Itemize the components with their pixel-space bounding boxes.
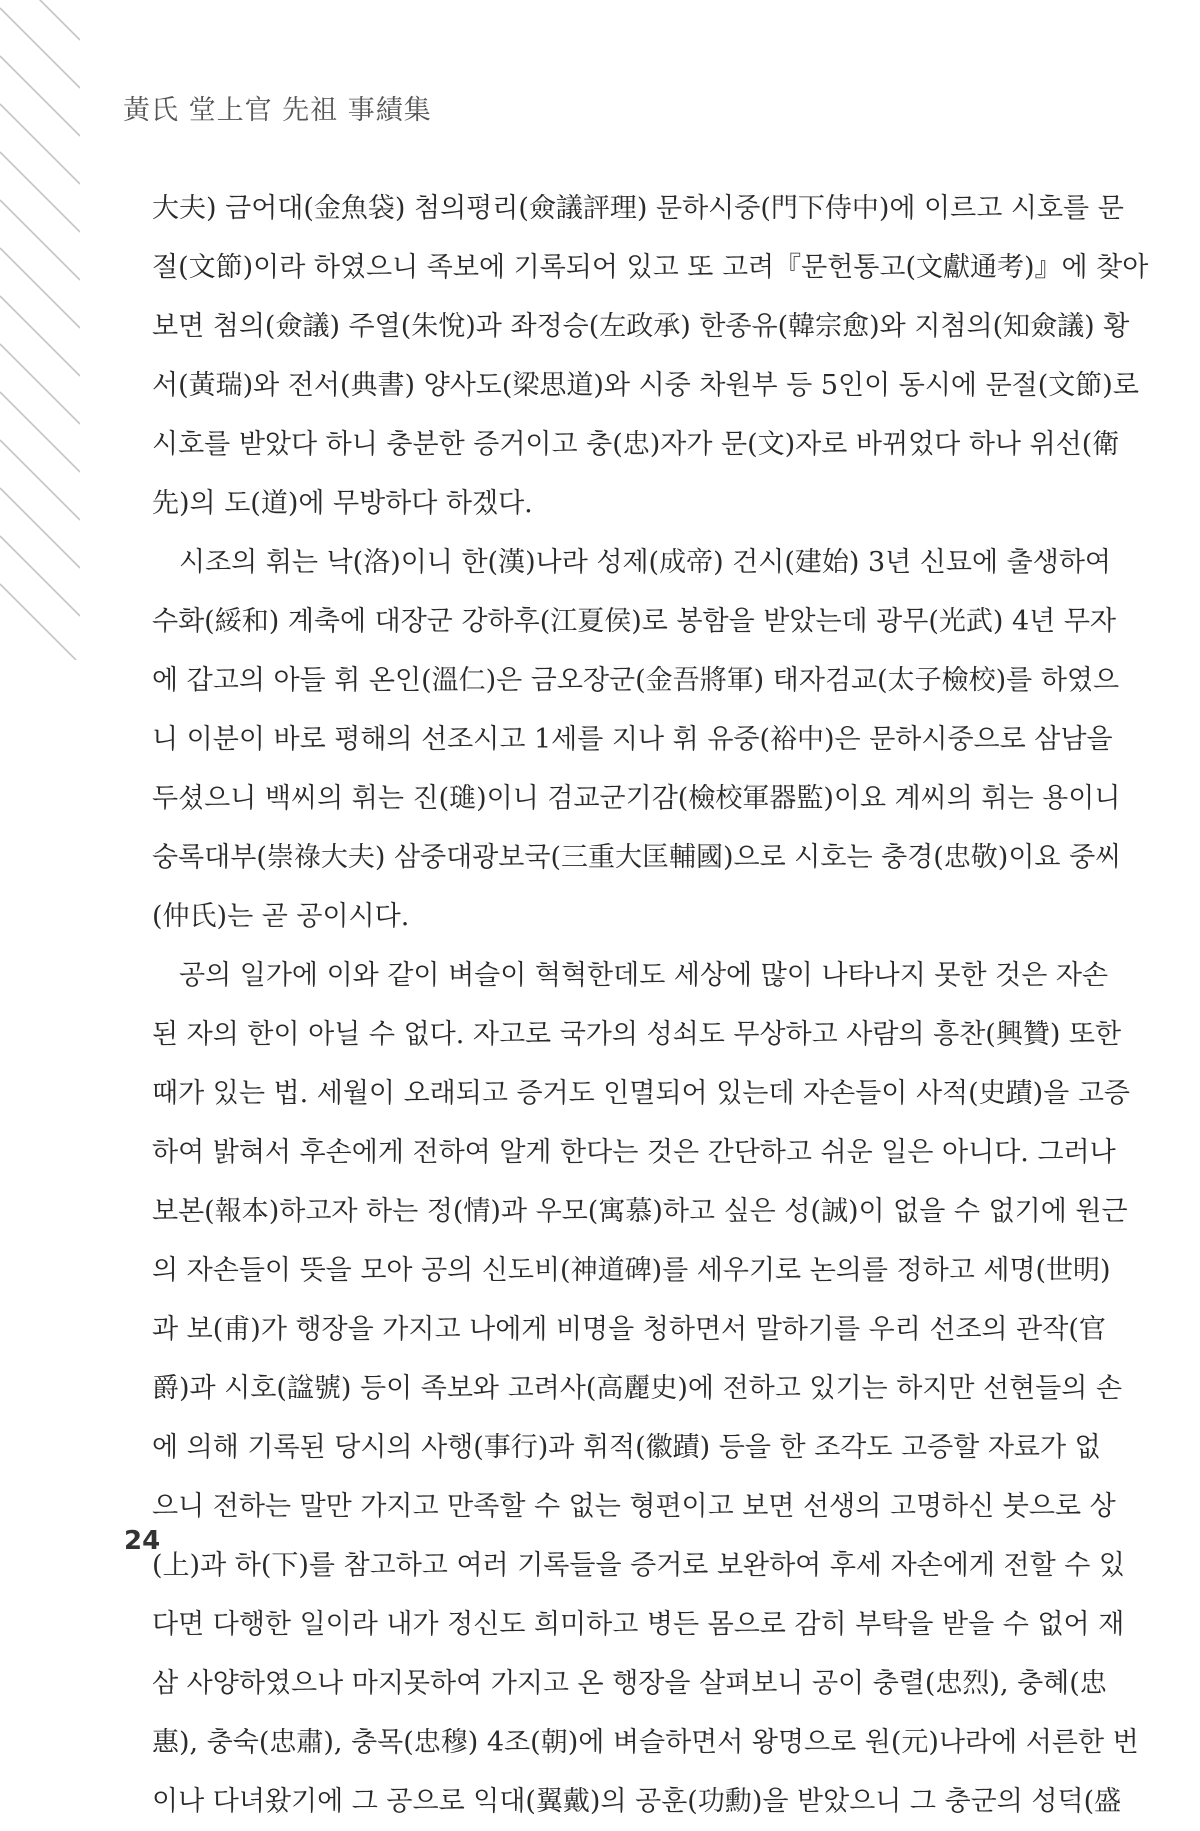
text-line: 된 자의 한이 아닐 수 없다. 자고로 국가의 성쇠도 무상하고 사람의 흥찬(興贊) 또한 (152, 1019, 1122, 1050)
decorative-stripe (0, 584, 80, 660)
text-line: 다면 다행한 일이라 내가 정신도 희미하고 병든 몸으로 감히 부탁을 받을 수 없어 재 (152, 1609, 1125, 1640)
text-line: 에 의해 기록된 당시의 사행(事行)과 휘적(徽蹟) 등을 한 조각도 고증할 자료가 없 (152, 1432, 1101, 1463)
text-line: 삼 사양하였으나 마지못하여 가지고 온 행장을 살펴보니 공이 충렬(忠烈), 충혜(忠 (152, 1668, 1107, 1699)
running-header-title: 黃氏 堂上官 先祖 事績集 (123, 95, 432, 126)
text-line: 하여 밝혀서 후손에게 전하여 알게 한다는 것은 간단하고 쉬운 일은 아니다. 그러나 (152, 1137, 1116, 1168)
decorative-stripe (0, 200, 80, 280)
body-text (152, 179, 1149, 1831)
text-line: 에 갑고의 아들 휘 온인(溫仁)은 금오장군(金吾將軍) 태자검교(太子檢校)를 하였으 (152, 665, 1120, 696)
decorative-stripe (0, 296, 80, 376)
decorative-stripe (0, 536, 80, 616)
decorative-stripe (0, 440, 80, 520)
text-line: 惠), 충숙(忠肅), 충목(忠穆) 4조(朝)에 벼슬하면서 왕명으로 원(元)나라에 서른한 번 (152, 1727, 1139, 1758)
decorative-stripe (0, 8, 80, 88)
text-line: 서(黃瑞)와 전서(典書) 양사도(梁思道)와 시중 차원부 등 5인이 동시에 문절(文節)로 (152, 370, 1139, 401)
text-line: 과 보(甫)가 행장을 가지고 나에게 비명을 청하면서 말하기를 우리 선조의 관작(官 (152, 1314, 1106, 1345)
text-line: 보면 첨의(僉議) 주열(朱悅)과 좌정승(左政承) 한종유(韓宗愈)와 지첨의(知僉議) 황 (152, 311, 1130, 342)
text-line: 으니 전하는 말만 가지고 만족할 수 없는 형편이고 보면 선생의 고명하신 붓으로 상 (152, 1491, 1116, 1522)
text-line: 니 이분이 바로 평해의 선조시고 1세를 지나 휘 유중(裕中)은 문하시중으로 삼남을 (152, 724, 1113, 755)
decorative-stripe (0, 392, 80, 472)
text-line: 수화(綏和) 계축에 대장군 강하후(江夏侯)로 봉함을 받았는데 광무(光武) 4년 무자 (152, 606, 1117, 637)
diagonal-stripes-decoration (0, 0, 80, 660)
text-line: 시호를 받았다 하니 충분한 증거이고 충(忠)자가 문(文)자로 바뀌었다 하나 위선(衛 (152, 429, 1120, 460)
text-line: 先)의 도(道)에 무방하다 하겠다. (152, 488, 533, 519)
decorative-stripe (0, 56, 80, 136)
text-line: 이나 다녀왔기에 그 공으로 익대(翼戴)의 공훈(功勳)을 받았으니 그 충군의 성덕(盛 (152, 1786, 1122, 1817)
decorative-stripe (0, 152, 80, 232)
decorative-stripe (0, 104, 80, 184)
page-number: 24 (124, 1526, 161, 1556)
text-line: 숭록대부(崇祿大夫) 삼중대광보국(三重大匡輔國)으로 시호는 충경(忠敬)이요 중씨 (152, 842, 1122, 873)
text-line: 절(文節)이라 하였으니 족보에 기록되어 있고 또 고려『문헌통고(文獻通考)』에 찾아 (152, 252, 1149, 283)
text-line: 시조의 휘는 낙(洛)이니 한(漢)나라 성제(成帝) 건시(建始) 3년 신묘에 출생하여 (152, 547, 1111, 578)
text-line: 두셨으니 백씨의 휘는 진(璡)이니 검교군기감(檢校軍器監)이요 계씨의 휘는 용이니 (152, 783, 1121, 814)
text-line: 의 자손들이 뜻을 모아 공의 신도비(神道碑)를 세우기로 논의를 정하고 세명(世明) (152, 1255, 1111, 1286)
text-line: 爵)과 시호(諡號) 등이 족보와 고려사(高麗史)에 전하고 있기는 하지만 선현들의 손 (152, 1373, 1123, 1404)
text-line: (仲氏)는 곧 공이시다. (152, 901, 410, 932)
decorative-stripe (0, 248, 80, 328)
text-line: 보본(報本)하고자 하는 정(情)과 우모(寓慕)하고 싶은 성(誠)이 없을 수 없기에 원근 (152, 1196, 1128, 1227)
text-line: 공의 일가에 이와 같이 벼슬이 혁혁한데도 세상에 많이 나타나지 못한 것은 자손 (152, 960, 1109, 991)
text-line: 때가 있는 법. 세월이 오래되고 증거도 인멸되어 있는데 자손들이 사적(史蹟)을 고증 (152, 1078, 1131, 1109)
decorative-stripe (0, 344, 80, 424)
text-line: (上)과 하(下)를 참고하고 여러 기록들을 증거로 보완하여 후세 자손에게 전할 수 있 (152, 1550, 1126, 1581)
text-line: 大夫) 금어대(金魚袋) 첨의평리(僉議評理) 문하시중(門下侍中)에 이르고 시호를 문 (152, 193, 1124, 224)
decorative-stripe (0, 488, 80, 568)
